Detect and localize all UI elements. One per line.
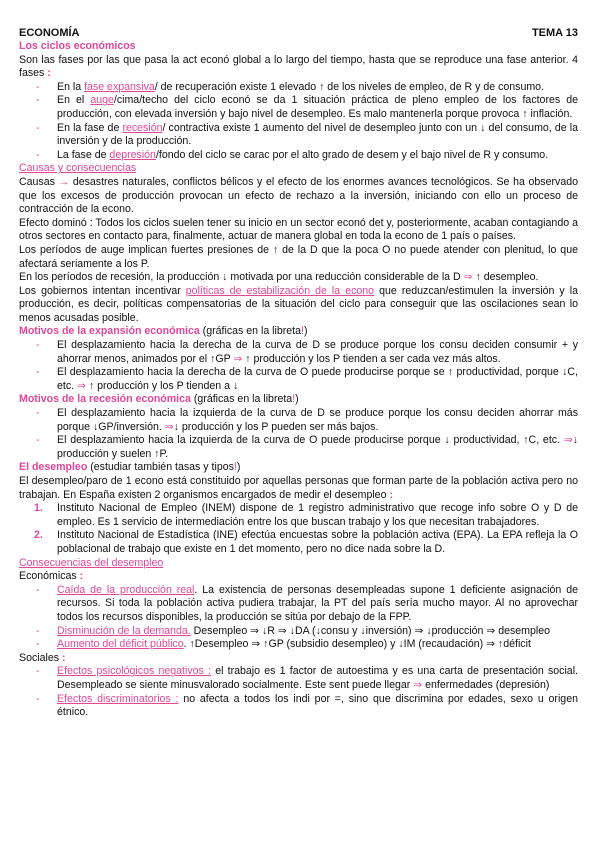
page-header (19, 27, 578, 40)
section-title-causas: Causas y consecuencias (19, 162, 137, 175)
section-title-desempleo: El desempleo (estudiar también tasas y tipos!) (19, 461, 241, 474)
economicas-label: Económicas : (19, 570, 84, 583)
organismos-list (19, 502, 578, 556)
fases-list (19, 81, 578, 163)
desempleo-paragraph: El desempleo/paro de 1 econo está constituido por aquellas personas que forman parte de la población activa pero no trabajan. En España existen 2 organismos encargados de medir el desempleo : (19, 475, 578, 501)
term-recesion: recesión (122, 121, 163, 134)
term-aumento-deficit: Aumento del déficit público (57, 638, 184, 651)
list-item: - El desplazamiento hacia la izquierda de la curva de D se produce porque los consu deciden ahorrar más porque ↓GP/inversión. ⇒↓ producción y los P pueden ser más bajos. (36, 407, 578, 433)
list-item: - El desplazamiento hacia la izquierda de la curva de O puede producirse porque ↓ productividad, ↑C, etc. ⇒↓ producción y suelen ↑P. (36, 434, 578, 460)
list-item: - Efectos psicológicos negativos : el trabajo es 1 factor de autoestima y es una carta de presentación social. Desempleado se siente minusvalorado socialmente. Este sent puede llegar ⇒ enfermedades (depresión) (36, 665, 578, 691)
section-title-recesion: Motivos de la recesión económica (gráficas en la libreta!) (19, 393, 299, 406)
efecto-domino-paragraph: Efecto dominó : Todos los ciclos suelen tener su inicio en un sector econó det y, posteriormente, acaban contagiando a otros sectores en contacto para, finalmente, actuar de manera global en toda la econo de 1 país o países. (19, 216, 578, 243)
list-item: 1. Instituto Nacional de Empleo (INEM) dispone de 1 registro administrativo que recoge info sobre O y D de empleo. Es 1 servicio de intermediación entre los que buscan trabajo y los que necesitan trabajadores. (34, 502, 578, 528)
list-item: - Caída de la producción real. La existencia de personas desempleadas supone 1 deficiente asignación de recursos. Si toda la población activa pudiera trabajar, la PT del país sería mucho mayor. Al no aprovechar todos los recursos disponibles, la producción se sitúa por debajo de la FPP. (36, 583, 579, 623)
list-item: - Efectos discriminatorios : no afecta a todos los indi por =, sino que discrimina por edades, sexo u origen étnico. (36, 692, 578, 719)
expansion-list (19, 339, 578, 393)
term-auge: auge (90, 94, 114, 107)
auge-paragraph: Los períodos de auge implican fuertes presiones de ↑ de la D que la poca O no puede atender con plenitud, lo que afectará seriamente a los P. (19, 243, 578, 270)
gobiernos-paragraph: Los gobiernos intentan incentivar políticas de estabilización de la econo que reduzcan/estimulen la inversión y la producción, es decir, políticas compensatorias de la situación del ciclo para conseguir que las oscilaciones sean lo menos acusadas posible. (19, 284, 578, 324)
recesion-paragraph: En los períodos de recesión, la producción ↓ motivada por una reducción considerable de la D ⇒ ↑ desempleo. (19, 271, 539, 284)
term-politicas-estabilizacion: políticas de estabilización de la econo (185, 284, 375, 297)
list-item: - En la fase expansiva/ de recuperación existe 1 elevado ↑ de los niveles de empleo, de R y de consumo. (36, 80, 545, 93)
term-caida-produccion: Caída de la producción real (57, 583, 195, 596)
list-item: - La fase de depresión/fondo del ciclo se carac por el alto grado de desem y el bajo nivel de R y consumo. (36, 148, 549, 161)
term-efectos-discriminatorios: Efectos discriminatorios (57, 692, 176, 705)
list-item: - Aumento del déficit público. ↑Desempleo ⇒ ↑GP (subsidio desempleo) y ↓IM (recaudación) ⇒ ↑déficit (36, 638, 531, 651)
list-item: - En el auge/cima/techo del ciclo econó se da 1 situación práctica de pleno empleo de los factores de producción, con elevada inversión y bajo nivel de desempleo. Es malo mantenerla porque provoca ↑ inflación. (36, 94, 578, 120)
term-disminucion-demanda: Disminución de la demanda. (57, 624, 191, 637)
ciclos-intro: Son las fases por las que pasa la act econó global a lo largo del tiempo, hasta que se reproduce una fase anterior. 4 fases : (19, 53, 578, 80)
sociales-label: Sociales : (19, 651, 66, 664)
subject-title: ECONOMÍA (19, 27, 80, 39)
section-title-consecuencias: Consecuencias del desempleo (19, 556, 164, 569)
list-item: - El desplazamiento hacia la derecha de la curva de D se produce porque los consu deciden consumir + y ahorrar menos, animados por el ↑GP ⇒ ↑ producción y los P tienden a ser cada vez más altos. (36, 339, 578, 365)
term-efectos-psicologicos: Efectos psicológicos negativos (57, 665, 209, 678)
sociales-list (19, 665, 578, 719)
section-title-expansion: Motivos de la expansión económica (gráficas en la libreta!) (19, 325, 308, 338)
economicas-list (19, 584, 578, 652)
causas-paragraph: Causas → desastres naturales, conflictos bélicos y el efecto de los enormes avances tecnológicos. Se ha observado que los excesos de producción provocan un efecto de rechazo a la inversión, iniciando con ello un proceso de contracción de la econo. (19, 175, 578, 216)
tema-label: TEMA 13 (531, 27, 578, 39)
list-item: - En la fase de recesión/ contractiva existe 1 aumento del nivel de desempleo junto con un ↓ del consumo, de la inversión y de la producción. (36, 121, 578, 148)
section-title-ciclos: Los ciclos económicos (19, 40, 136, 52)
list-item: - Disminución de la demanda. Desempleo ⇒ ↓R ⇒ ↓DA (↓consu y ↓inversión) ⇒ ↓producción ⇒ desempleo (36, 624, 551, 637)
term-fase-expansiva: fase expansiva (84, 80, 155, 93)
term-depresion: depresión (109, 148, 156, 161)
list-item: - El desplazamiento hacia la derecha de la curva de O puede producirse porque se ↑ productividad, porque ↓C, etc. ⇒ ↑ producción y los P tienden a ↓ (36, 366, 578, 392)
recesion-list (19, 407, 578, 461)
list-item: 2. Instituto Nacional de Estadística (INE) efectúa encuestas sobre la población activa (EPA). La EPA refleja la O poblacional de trabajo que existe en 1 det momento, pero no dice nada sobre la D. (34, 529, 578, 555)
